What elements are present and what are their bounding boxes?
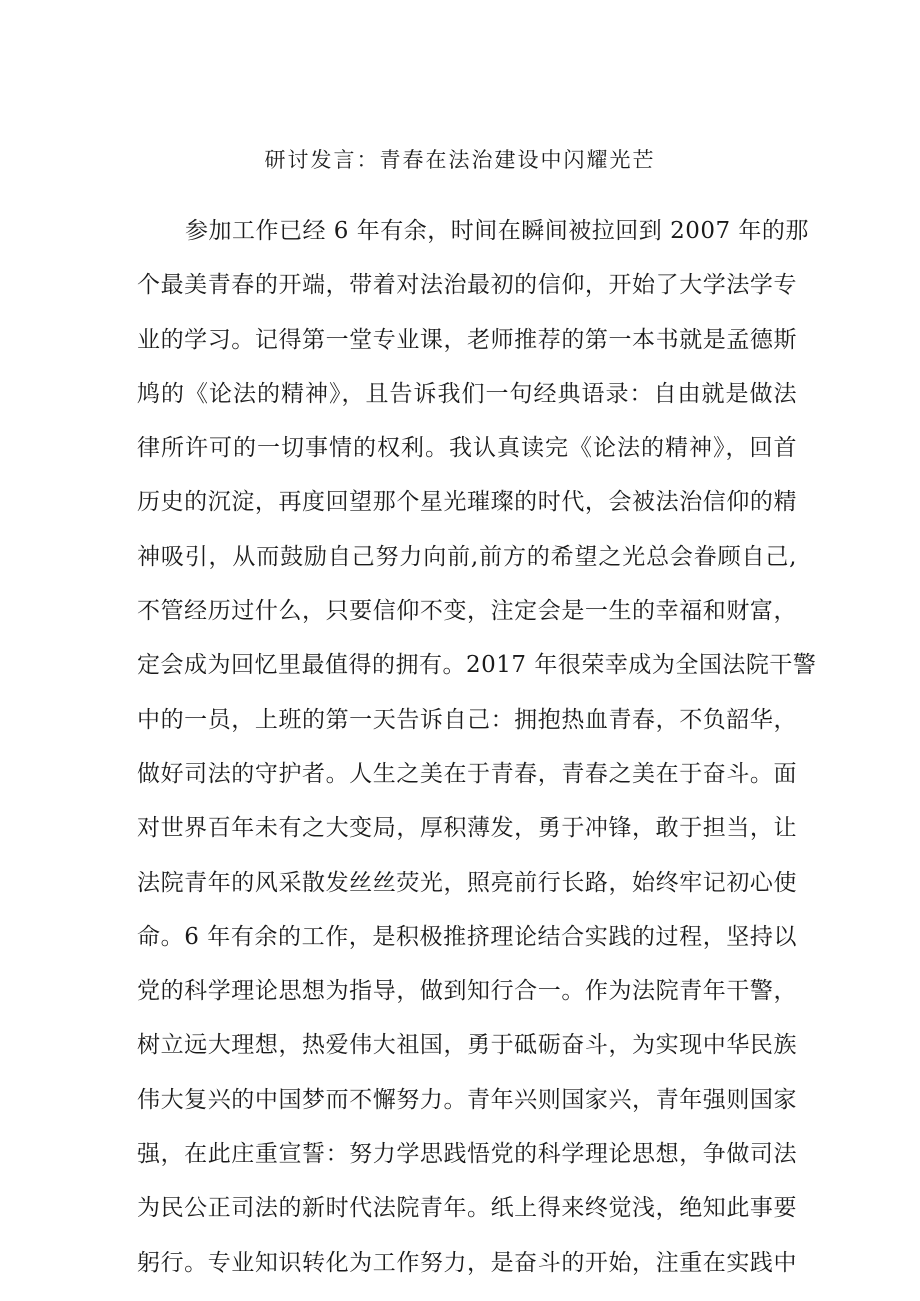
paragraph-line: 定会成为回忆里最值得的拥有。2017 年很荣幸成为全国法院干警 (137, 652, 817, 679)
paragraph-line: 历史的沉淀，再度回望那个星光璀璨的时代，会被法治信仰的精 (137, 489, 797, 516)
paragraph-line: 法院青年的风采散发丝丝荧光，照亮前行长路，始终牢记初心使 (137, 869, 797, 896)
paragraph-line: 业的学习。记得第一堂专业课，老师推荐的第一本书就是孟德斯 (137, 326, 797, 353)
paragraph-line: 鸠的《论法的精神》，且告诉我们一句经典语录：自由就是做法 (137, 380, 797, 407)
paragraph-line: 为民公正司法的新时代法院青年。纸上得来终觉浅，绝知此事要 (137, 1195, 797, 1222)
paragraph-line: 躬行。专业知识转化为工作努力，是奋斗的开始，注重在实践中 (137, 1249, 797, 1276)
document-title: 研讨发言：青春在法治建设中闪耀光芒 (264, 148, 656, 172)
paragraph-line: 对世界百年未有之大变局，厚积薄发，勇于冲锋，敢于担当，让 (137, 815, 797, 842)
paragraph-line: 个最美青春的开端，带着对法治最初的信仰，开始了大学法学专 (137, 272, 797, 299)
paragraph-line: 命。6 年有余的工作，是积极推挤理论结合实践的过程，坚持以 (137, 923, 797, 950)
document-body (137, 213, 817, 1299)
paragraph-line: 中的一员，上班的第一天告诉自己：拥抱热血青春，不负韶华， (137, 706, 797, 733)
paragraph-line: 神吸引，从而鼓励自己努力向前,前方的希望之光总会眷顾自己, (137, 543, 797, 570)
paragraph-line: 党的科学理论思想为指导，做到知行合一。作为法院青年干警， (137, 978, 797, 1005)
paragraph-line: 强，在此庄重宣誓：努力学思践悟党的科学理论思想，争做司法 (137, 1141, 797, 1168)
paragraph-line: 律所许可的一切事情的权利。我认真读完《论法的精神》，回首 (137, 435, 797, 462)
paragraph-line: 树立远大理想，热爱伟大祖国，勇于砥砺奋斗，为实现中华民族 (137, 1032, 797, 1059)
paragraph-line: 伟大复兴的中国梦而不懈努力。青年兴则国家兴，青年强则国家 (137, 1086, 797, 1113)
paragraph-line: 做好司法的守护者。人生之美在于青春，青春之美在于奋斗。面 (137, 760, 797, 787)
paragraph-line: 不管经历过什么，只要信仰不变，注定会是一生的幸福和财富， (137, 598, 797, 625)
paragraph-line: 参加工作已经 6 年有余，时间在瞬间被拉回到 2007 年的那 (185, 218, 809, 244)
